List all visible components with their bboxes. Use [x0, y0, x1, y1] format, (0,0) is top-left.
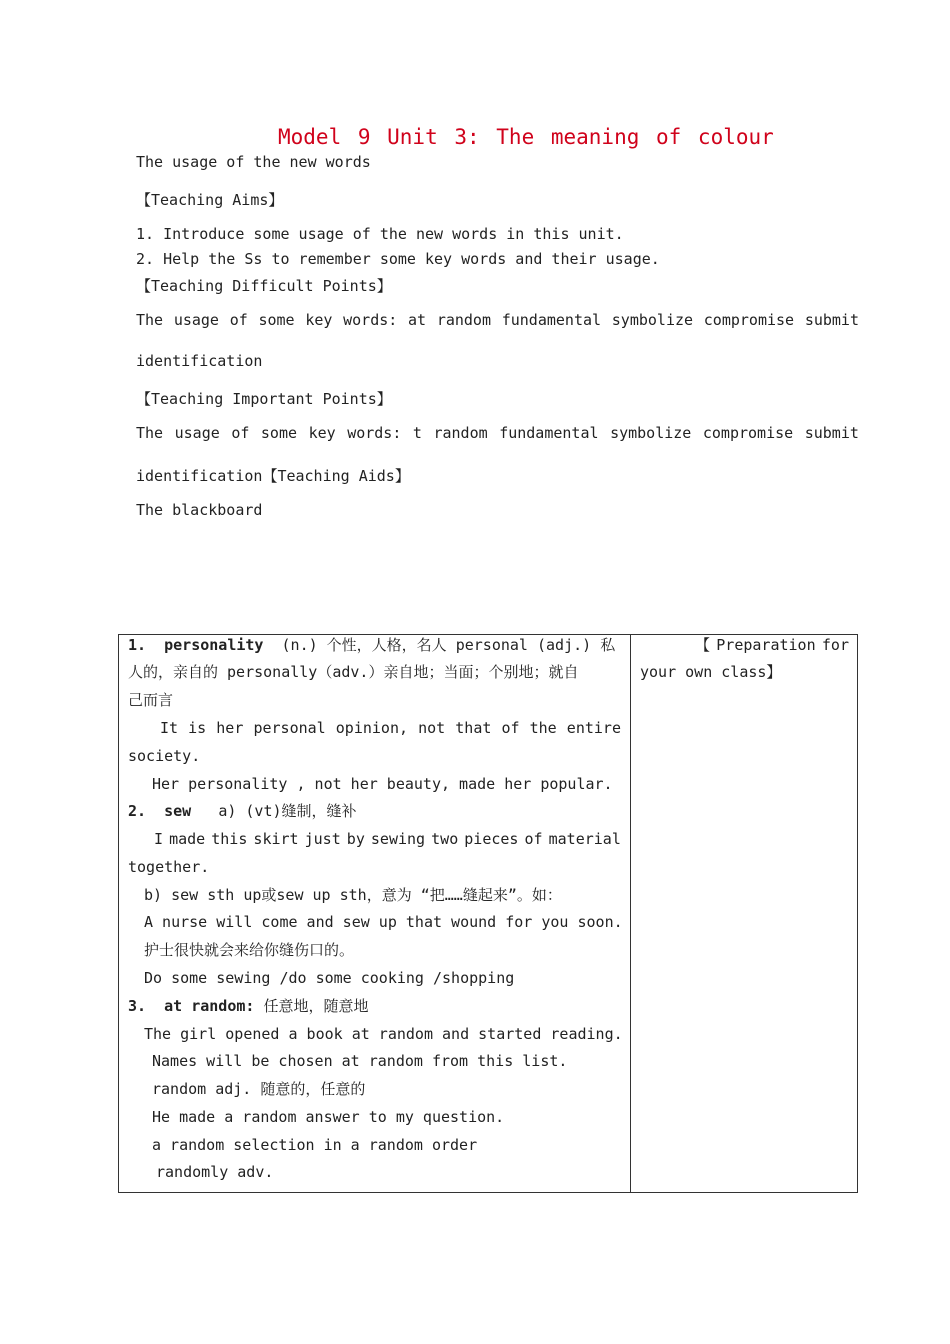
- entry-1-example-1-cont: society.: [128, 747, 201, 765]
- entry-2-line-1: 2. sew a) (vt)缝制，缝补: [128, 802, 357, 820]
- teaching-aids-heading: 【Teaching Aids】: [262, 467, 410, 485]
- entry-2-line-b: b) sew sth up或sew up sth，意为 “把……缝起来”。如：: [144, 886, 562, 904]
- teaching-aids-body: The blackboard: [136, 501, 263, 519]
- entry-2-example-2: A nurse will come and sew up that wound for you soon.: [144, 913, 623, 931]
- entry-3-example-1: The girl opened a book at random and started reading.: [144, 1025, 623, 1043]
- important-points-line: The usage of some key words: t random fundamental symbolize compromise submit: [136, 424, 859, 442]
- important-points-line-2: identification【Teaching Aids】: [136, 467, 410, 485]
- entry-1-line-1: 1. personality (n.) 个性，人格，名人 personal (adj.) 私: [128, 636, 616, 654]
- entry-3-line-1: 3. at random: 任意地，随意地: [128, 997, 369, 1015]
- notes-table: [118, 634, 858, 1193]
- notes-right-cell: [631, 635, 858, 1193]
- entry-3-example-2: Names will be chosen at random from this list.: [152, 1052, 568, 1070]
- entry-2-example-1: I made this skirt just by sewing two pieces of material: [154, 830, 621, 848]
- entry-1-example-2: Her personality , not her beauty, made her popular.: [152, 775, 613, 793]
- aim-item-2: 2. Help the Ss to remember some key words and their usage.: [136, 250, 660, 268]
- entry-word: personality: [164, 636, 264, 654]
- entry-word: sew: [164, 802, 192, 820]
- difficult-points-heading: 【Teaching Difficult Points】: [136, 277, 392, 295]
- entry-word: at random:: [164, 997, 255, 1015]
- difficult-points-line: The usage of some key words: at random fundamental symbolize compromise submit: [136, 311, 859, 329]
- subtitle: The usage of the new words: [136, 153, 371, 171]
- entry-3-example-3: He made a random answer to my question.: [152, 1108, 505, 1126]
- entry-1-example-1: It is her personal opinion, not that of the entire: [160, 719, 621, 737]
- entry-1-line-3: 己而言: [128, 691, 174, 709]
- important-points-heading: 【Teaching Important Points】: [136, 390, 392, 408]
- entry-3-adv: randomly adv.: [156, 1163, 274, 1181]
- preparation-heading-line-1: 【 Preparation for: [695, 636, 849, 654]
- aim-item-1: 1. Introduce some usage of the new words in this unit.: [136, 225, 624, 243]
- notes-left-cell: [119, 635, 631, 1193]
- difficult-points-line-2: identification: [136, 352, 263, 370]
- entry-3-adj: random adj. 随意的，任意的: [152, 1080, 366, 1098]
- teaching-aims-heading: 【Teaching Aims】: [136, 191, 284, 209]
- page-title: Model 9 Unit 3: The meaning of colour: [278, 125, 774, 149]
- entry-1-line-2: 人的，亲自的 personally（adv.）亲自地；当面；个别地；就自: [128, 663, 579, 681]
- entry-3-collocations: a random selection in a random order: [152, 1136, 478, 1154]
- entry-2-example-3: Do some sewing /do some cooking /shopping: [144, 969, 515, 987]
- preparation-heading-line-2: your own class】: [640, 663, 782, 681]
- entry-2-example-1-cont: together.: [128, 858, 210, 876]
- entry-2-example-2-translation: 护士很快就会来给你缝伤口的。: [144, 941, 355, 959]
